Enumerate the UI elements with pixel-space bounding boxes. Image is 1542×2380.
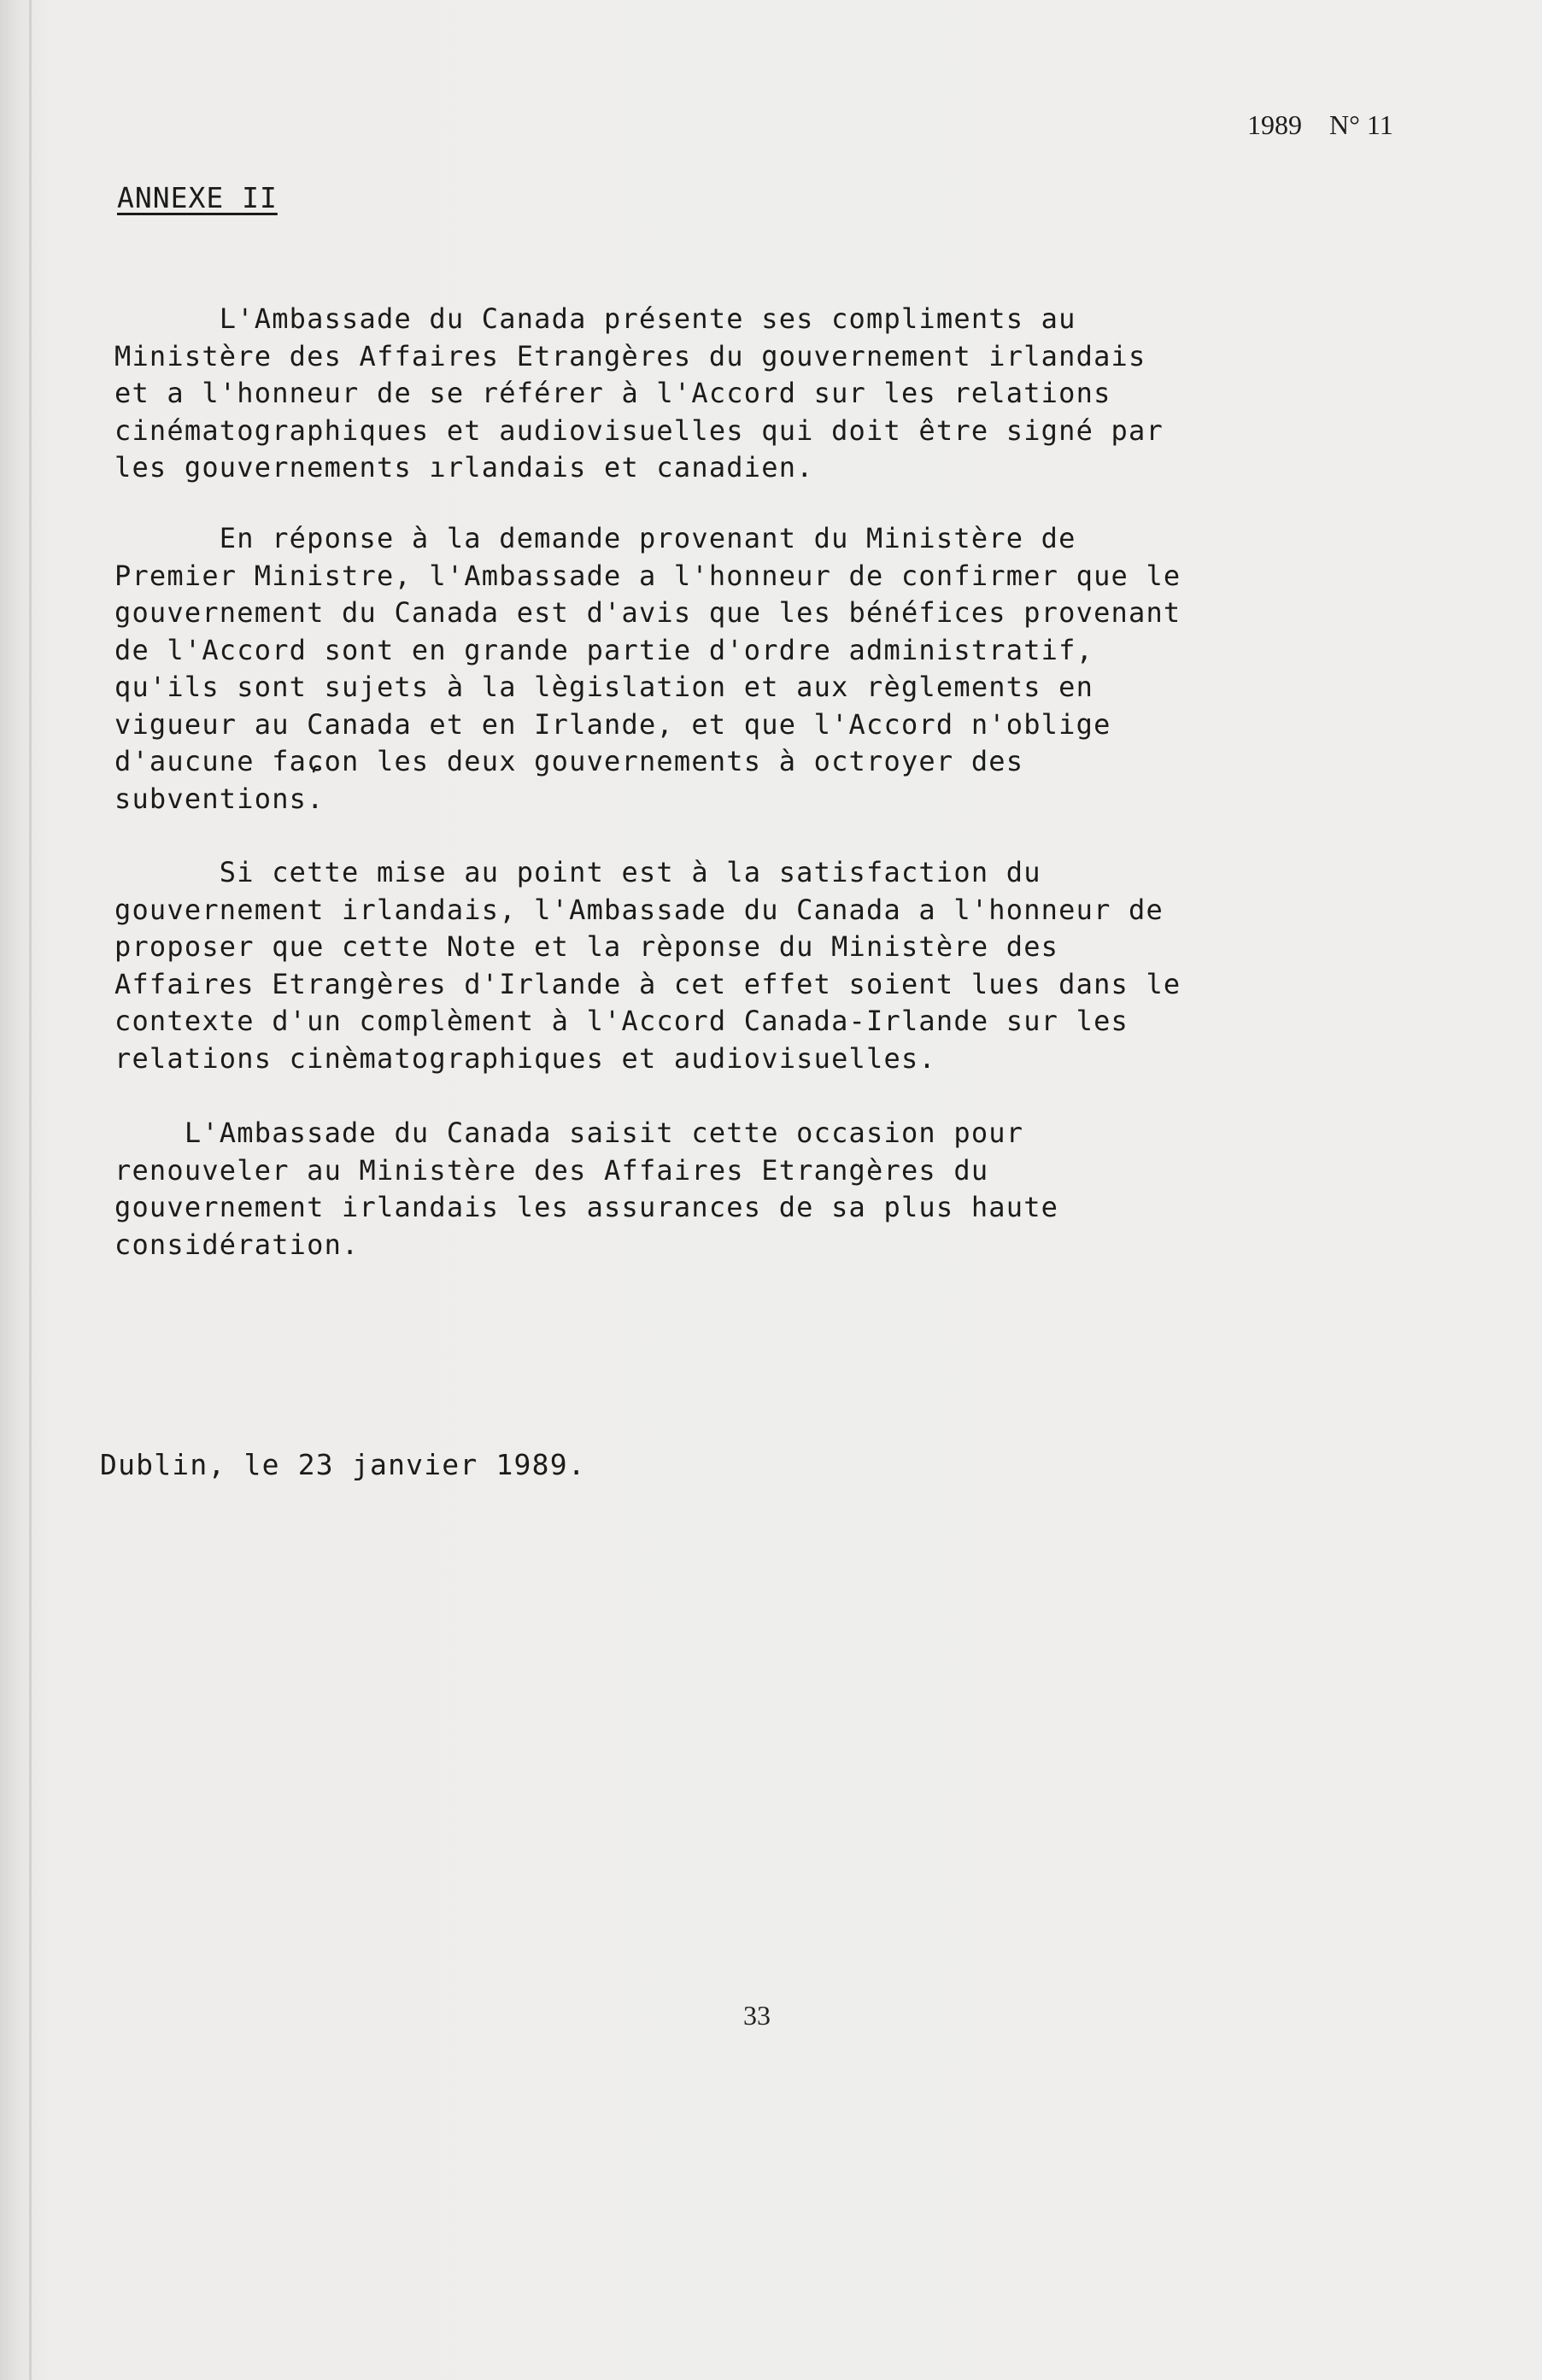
text-line: cinématographiques et audiovisuelles qui doit être signé par bbox=[114, 413, 1164, 447]
text-line: d'aucune faɕon les deux gouvernements à octroyer des bbox=[114, 745, 1024, 777]
paragraph-2 bbox=[114, 520, 1447, 818]
page-header bbox=[1247, 109, 1393, 141]
text-line: En réponse à la demande provenant du Ministère de bbox=[114, 522, 1076, 554]
page-number: 33 bbox=[743, 2000, 771, 2031]
header-number: N° 11 bbox=[1329, 109, 1393, 140]
text-line: vigueur au Canada et en Irlande, et que l'Accord n'oblige bbox=[114, 707, 1111, 741]
paragraph-4 bbox=[114, 1115, 1447, 1263]
text-line: L'Ambassade du Canada présente ses compliments au bbox=[114, 302, 1076, 335]
text-line: considération. bbox=[114, 1228, 360, 1261]
text-line: les gouvernements ırlandais et canadien. bbox=[114, 451, 814, 484]
text-line: gouvernement irlandais, l'Ambassade du Canada a l'honneur de bbox=[114, 893, 1164, 926]
text-line: L'Ambassade du Canada saisit cette occasion pour bbox=[114, 1117, 1024, 1149]
page-spine-shadow bbox=[29, 0, 32, 2380]
text-line: Affaires Etrangères d'Irlande à cet effet soient lues dans le bbox=[114, 967, 1181, 1000]
text-line: et a l'honneur de se référer à l'Accord sur les relations bbox=[114, 377, 1111, 409]
text-line: Si cette mise au point est à la satisfaction du bbox=[114, 856, 1041, 888]
text-line: de l'Accord sont en grande partie d'ordre administratif, bbox=[114, 633, 1094, 666]
header-year: 1989 bbox=[1247, 109, 1302, 140]
annex-title: ANNEXE II bbox=[117, 181, 278, 214]
text-line: Ministère des Affaires Etrangères du gouvernement irlandais bbox=[114, 339, 1146, 372]
text-line: gouvernement du Canada est d'avis que les bénéfices provenant bbox=[114, 596, 1181, 629]
text-line: qu'ils sont sujets à la lègislation et aux règlements en bbox=[114, 671, 1094, 703]
text-line: relations cinèmatographiques et audiovisuelles. bbox=[114, 1041, 936, 1075]
text-line: renouveler au Ministère des Affaires Etrangères du bbox=[114, 1153, 989, 1187]
text-line: Premier Ministre, l'Ambassade a l'honneur de confirmer que le bbox=[114, 559, 1181, 592]
text-line: gouvernement irlandais les assurances de sa plus haute bbox=[114, 1191, 1059, 1223]
paragraph-3 bbox=[114, 854, 1447, 1077]
paragraph-1 bbox=[114, 301, 1447, 487]
text-line: proposer que cette Note et la rèponse du Ministère des bbox=[114, 930, 1059, 963]
text-line: contexte d'un complèment à l'Accord Canada-Irlande sur les bbox=[114, 1005, 1129, 1037]
closing-date-line: Dublin, le 23 janvier 1989. bbox=[100, 1448, 586, 1481]
text-line: subventions. bbox=[114, 782, 325, 815]
